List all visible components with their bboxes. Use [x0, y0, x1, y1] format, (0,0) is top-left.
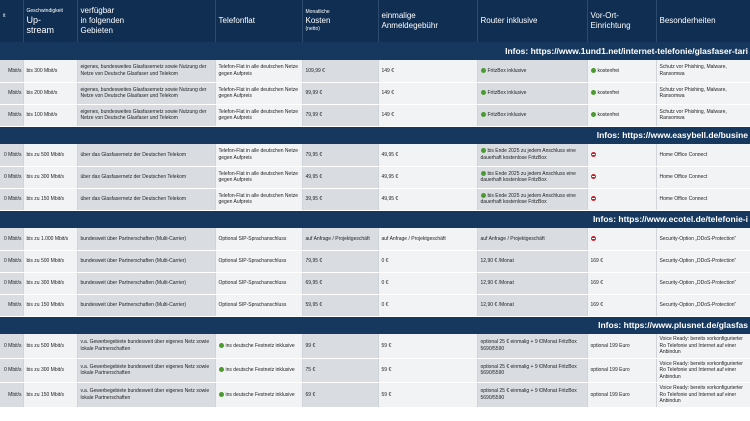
cell-availability: [77, 383, 215, 408]
cell-setup-fee: [378, 60, 477, 82]
cell-monthly-cost: [302, 383, 378, 408]
cell-telefonflat: [215, 272, 302, 294]
cell-text: Telefon-Flat in alle deutschen Netze gegen Aufpreis: [218, 108, 298, 121]
provider-info-row: [0, 316, 750, 334]
table-body: [0, 42, 750, 407]
cell-text: über das Glasfasernetz der Deutschen Telekom: [80, 195, 187, 202]
cell-upstream: [23, 250, 77, 272]
cell-text: optional 199 Euro: [590, 367, 630, 373]
cell-text: v.a. Gewerbegebiete bundesweit über eigenes Netz sowie lokale Partnerschaften: [80, 363, 210, 377]
cell-text: 12,90 € /Monat: [480, 301, 514, 308]
cell-text: Security-Option „DDoS-Protection“: [659, 301, 737, 308]
cell-features: [656, 82, 750, 104]
cell-upstream: [23, 60, 77, 82]
cell-telefonflat: [215, 82, 302, 104]
cell-telefonflat: [215, 228, 302, 250]
cell-text: Telefon-Flat in alle deutschen Netze gegen Aufpreis: [218, 148, 298, 161]
cell-text: bundesweit über Partnerschaften (Multi-Carrier): [80, 257, 187, 264]
cell-text: FritzBox inklusive: [487, 111, 527, 118]
provider-info-row: [0, 210, 750, 228]
provider-info-link[interactable]: Infos: https://www.plusnet.de/glasfas: [0, 316, 750, 334]
cell-setup-fee: [378, 82, 477, 104]
check-icon: [219, 343, 224, 348]
cell-telefonflat: [215, 358, 302, 383]
cell-text: 109,99 €: [305, 67, 325, 74]
cell-text: 79,95 €: [305, 151, 323, 158]
cell-text: bis zu 150 Mbit/s: [26, 391, 65, 398]
cell-downstream-fragment: [0, 166, 23, 188]
cell-onsite-setup: [587, 82, 656, 104]
cell-upstream: [23, 188, 77, 210]
cell-monthly-cost: [302, 334, 378, 358]
cell-text: bundesweit über Partnerschaften (Multi-Carrier): [80, 301, 187, 308]
cell-monthly-cost: [302, 82, 378, 104]
cell-text: 59 €: [381, 367, 392, 373]
cell-downstream-fragment: [0, 334, 23, 358]
cell-text: Home Office Connect: [659, 151, 708, 158]
cell-onsite-setup: [587, 104, 656, 126]
cell-availability: [77, 358, 215, 383]
cell-text: bundesweit über Partnerschaften (Multi-Carrier): [80, 279, 187, 286]
cell-text: über das Glasfasernetz der Deutschen Telekom: [80, 173, 187, 180]
cell-text: Mbit/s: [8, 111, 22, 118]
cell-downstream-fragment: [0, 383, 23, 408]
cell-telefonflat: [215, 294, 302, 316]
cell-downstream-fragment: [0, 294, 23, 316]
cell-telefonflat: [215, 166, 302, 188]
cell-text: eigenes, bundesweites Glasfasernetz sowie Nutzung der Netze von Deutsche Glasfaser und Telekom: [80, 64, 207, 77]
cell-downstream-fragment: [0, 272, 23, 294]
cell-features: [656, 250, 750, 272]
check-icon: [591, 112, 596, 117]
cell-text: Home Office Connect: [659, 195, 708, 202]
cell-setup-fee: [378, 383, 477, 408]
cell-text: bis Ende 2025 zu jedem Anschluss eine dauerhaft kostenlose FritzBox: [480, 170, 576, 183]
cell-text: bis zu 300 Mbit/s: [26, 279, 65, 286]
cell-text: eigenes, bundesweites Glasfasernetz sowie Nutzung der Netze von Deutsche Glasfaser und Telekom: [80, 86, 207, 99]
cell-monthly-cost: [302, 60, 378, 82]
cell-monthly-cost: [302, 166, 378, 188]
cell-features: [656, 188, 750, 210]
cell-onsite-setup: [587, 144, 656, 166]
cell-text: 49,95 €: [381, 151, 399, 158]
cell-text: Telefon-Flat in alle deutschen Netze gegen Aufpreis: [218, 86, 298, 99]
cell-availability: [77, 188, 215, 210]
cell-text: bis Ende 2025 zu jedem Anschluss eine dauerhaft kostenlose FritzBox: [480, 148, 576, 161]
cell-setup-fee: [378, 334, 477, 358]
cell-text: FritzBox inklusive: [487, 89, 527, 96]
cell-features: [656, 272, 750, 294]
cell-router: [477, 358, 587, 383]
cell-router: [477, 144, 587, 166]
cell-upstream: [23, 104, 77, 126]
cell-text: Voice Ready: bereits vorkonfigurierter Ro Telefonie und Internet auf einer Anbindun: [659, 360, 743, 380]
check-icon: [219, 392, 224, 397]
check-icon: [481, 148, 486, 153]
cell-onsite-setup: [587, 358, 656, 383]
cell-text: bis zu 500 Mbit/s: [26, 151, 65, 158]
cell-telefonflat: [215, 250, 302, 272]
minus-icon: [591, 174, 596, 179]
cell-text: Telefon-Flat in alle deutschen Netze gegen Aufpreis: [218, 170, 298, 183]
cell-upstream: [23, 358, 77, 383]
check-icon: [481, 68, 486, 73]
check-icon: [481, 171, 486, 176]
cell-text: bis zu 500 Mbit/s: [26, 257, 65, 264]
cell-text: 59 €: [381, 342, 392, 349]
cell-text: 0 Mbit/s: [3, 173, 22, 180]
cell-upstream: [23, 383, 77, 408]
cell-router: [477, 272, 587, 294]
cell-text: v.a. Gewerbegebiete bundesweit über eigenes Netz sowie lokale Partnerschaften: [80, 339, 210, 352]
table-row: [0, 104, 750, 126]
cell-setup-fee: [378, 188, 477, 210]
cell-availability: [77, 250, 215, 272]
cell-features: [656, 294, 750, 316]
cell-text: auf Anfrage / Projektgeschäft: [305, 235, 370, 242]
minus-icon: [591, 196, 596, 201]
header-router: Router inklusive: [477, 0, 587, 42]
cell-setup-fee: [378, 272, 477, 294]
cell-text: bis zu 300 Mbit/s: [26, 367, 65, 373]
cell-downstream-fragment: [0, 60, 23, 82]
cell-text: 149 €: [381, 111, 395, 118]
cell-text: Schutz vor Phishing, Malware, Ransomwa: [659, 86, 727, 99]
cell-text: Mbit/s: [8, 89, 22, 96]
cell-text: Voice Ready: bereits vorkonfigurierter Ro Telefonie und Internet auf einer Anbindun: [659, 385, 743, 404]
cell-monthly-cost: [302, 294, 378, 316]
cell-text: Telefon-Flat in alle deutschen Netze gegen Aufpreis: [218, 64, 298, 77]
table-row: [0, 60, 750, 82]
cell-availability: [77, 166, 215, 188]
cell-features: [656, 60, 750, 82]
cell-onsite-setup: [587, 188, 656, 210]
cell-text: bis 100 Mbit/s: [26, 111, 58, 118]
cell-setup-fee: [378, 144, 477, 166]
cell-onsite-setup: [587, 60, 656, 82]
cell-setup-fee: [378, 228, 477, 250]
cell-availability: [77, 294, 215, 316]
cell-text: 69,95 €: [305, 279, 323, 286]
cell-telefonflat: [215, 188, 302, 210]
minus-icon: [591, 152, 596, 157]
table-row: [0, 334, 750, 358]
check-icon: [591, 68, 596, 73]
table-row: [0, 188, 750, 210]
cell-setup-fee: [378, 294, 477, 316]
cell-text: 39,95 €: [305, 195, 323, 202]
check-icon: [481, 90, 486, 95]
cell-text: 0 €: [381, 257, 389, 264]
check-icon: [481, 193, 486, 198]
cell-onsite-setup: [587, 272, 656, 294]
cell-downstream-fragment: [0, 144, 23, 166]
cell-downstream-fragment: [0, 188, 23, 210]
cell-text: optional 199 Euro: [590, 391, 630, 398]
cell-text: ins deutsche Festnetz inklusive: [225, 342, 295, 349]
cell-text: 169 €: [590, 301, 604, 308]
cell-text: Schutz vor Phishing, Malware, Ransomwa: [659, 64, 727, 77]
provider-info-row: [0, 42, 750, 60]
table-row: [0, 272, 750, 294]
header-telefonflat: Telefonflat: [215, 0, 302, 42]
cell-router: [477, 166, 587, 188]
cell-router: [477, 188, 587, 210]
minus-icon: [591, 236, 596, 241]
cell-onsite-setup: [587, 383, 656, 408]
table-row: [0, 228, 750, 250]
cell-upstream: [23, 228, 77, 250]
cell-onsite-setup: [587, 228, 656, 250]
provider-info-row: [0, 126, 750, 144]
cell-text: 0 Mbit/s: [3, 151, 22, 158]
cell-text: eigenes, bundesweites Glasfasernetz sowie Nutzung der Netze von Deutsche Glasfaser und Telekom: [80, 108, 207, 121]
cell-onsite-setup: [587, 250, 656, 272]
cell-text: Security-Option „DDoS-Protection“: [659, 257, 737, 264]
cell-text: Schutz vor Phishing, Malware, Ransomwa: [659, 108, 727, 121]
cell-text: optional 199 Euro: [590, 342, 630, 349]
cell-router: [477, 228, 587, 250]
cell-features: [656, 104, 750, 126]
cell-features: [656, 358, 750, 383]
cell-availability: [77, 228, 215, 250]
cell-upstream: [23, 82, 77, 104]
cell-text: bis zu 1.000 Mbit/s: [26, 235, 69, 242]
cell-monthly-cost: [302, 250, 378, 272]
cell-text: bis zu 150 Mbit/s: [26, 195, 65, 202]
cell-setup-fee: [378, 166, 477, 188]
cell-router: [477, 334, 587, 358]
cell-router: [477, 250, 587, 272]
cell-router: [477, 82, 587, 104]
cell-text: Mbit/s: [8, 67, 22, 74]
cell-router: [477, 60, 587, 82]
cell-features: [656, 144, 750, 166]
cell-text: 0 Mbit/s: [3, 195, 22, 202]
cell-text: 49,95 €: [305, 173, 323, 180]
cell-text: Optional SIP-Sprachanschluss: [218, 279, 287, 286]
header-setup-fee: einmalige Anmeldegebühr: [378, 0, 477, 42]
table-row: [0, 144, 750, 166]
cell-text: bis 300 Mbit/s: [26, 67, 58, 74]
cell-telefonflat: [215, 334, 302, 358]
cell-text: bundesweit über Partnerschaften (Multi-Carrier): [80, 235, 187, 242]
cell-downstream-fragment: [0, 228, 23, 250]
cell-text: auf Anfrage / Projektgeschäft: [381, 235, 446, 242]
cell-text: optional 25 € einmalig + 9 €/Monat FritzBox 5690/5590: [480, 339, 577, 352]
cell-monthly-cost: [302, 272, 378, 294]
table-row: [0, 166, 750, 188]
cell-availability: [77, 272, 215, 294]
cell-monthly-cost: [302, 188, 378, 210]
cell-text: 99,99 €: [305, 89, 323, 96]
cell-text: 149 €: [381, 89, 395, 96]
cell-text: 12,90 € /Monat: [480, 257, 514, 264]
cell-text: 69 €: [305, 391, 316, 398]
cell-text: 49,95 €: [381, 173, 399, 180]
header-onsite-setup: Vor-Ort- Einrichtung: [587, 0, 656, 42]
cell-availability: [77, 104, 215, 126]
cell-telefonflat: [215, 383, 302, 408]
cell-downstream-fragment: [0, 82, 23, 104]
table-header: [0, 0, 750, 42]
cell-router: [477, 294, 587, 316]
cell-downstream-fragment: [0, 358, 23, 383]
cell-features: [656, 334, 750, 358]
cell-text: bis zu 300 Mbit/s: [26, 173, 65, 180]
cell-features: [656, 166, 750, 188]
cell-text: FritzBox inklusive: [487, 67, 527, 74]
cell-text: 99 €: [305, 342, 316, 349]
cell-text: optional 25 € einmalig + 9 €/Monat FritzBox 5690/5590: [480, 363, 577, 377]
cell-downstream-fragment: [0, 250, 23, 272]
provider-info-link[interactable]: Infos: https://www.1und1.net/internet-telefonie/glasfaser-tari: [0, 42, 750, 60]
cell-setup-fee: [378, 104, 477, 126]
cell-text: 0 €: [381, 301, 389, 308]
cell-monthly-cost: [302, 358, 378, 383]
cell-text: 49,95 €: [381, 195, 399, 202]
cell-text: bis zu 500 Mbit/s: [26, 342, 65, 349]
cell-text: 0 Mbit/s: [3, 279, 22, 286]
cell-telefonflat: [215, 104, 302, 126]
cell-text: Mbit/s: [8, 391, 22, 398]
header-col-0: it: [0, 0, 23, 42]
table-row: [0, 250, 750, 272]
cell-text: bis zu 150 Mbit/s: [26, 301, 65, 308]
cell-text: Security-Option „DDoS-Protection“: [659, 235, 737, 242]
check-icon: [481, 112, 486, 117]
cell-upstream: [23, 272, 77, 294]
cell-features: [656, 383, 750, 408]
cell-monthly-cost: [302, 228, 378, 250]
cell-text: 75 €: [305, 367, 316, 373]
check-icon: [219, 367, 224, 372]
cell-text: Optional SIP-Sprachanschluss: [218, 235, 287, 242]
check-icon: [591, 90, 596, 95]
cell-setup-fee: [378, 250, 477, 272]
cell-onsite-setup: [587, 166, 656, 188]
cell-text: Optional SIP-Sprachanschluss: [218, 257, 287, 264]
cell-text: ins deutsche Festnetz inklusive: [225, 391, 295, 398]
cell-telefonflat: [215, 60, 302, 82]
cell-router: [477, 104, 587, 126]
provider-info-link[interactable]: Infos: https://www.easybell.de/busine: [0, 126, 750, 144]
cell-features: [656, 228, 750, 250]
cell-availability: [77, 144, 215, 166]
cell-onsite-setup: [587, 294, 656, 316]
header-upstream: Geschwindigkeit Up- stream: [23, 0, 77, 42]
table-row: [0, 383, 750, 408]
cell-text: 0 Mbit/s: [3, 367, 22, 373]
table-row: [0, 82, 750, 104]
cell-text: 149 €: [381, 67, 395, 74]
cell-downstream-fragment: [0, 104, 23, 126]
cell-text: 12,90 € /Monat: [480, 279, 514, 286]
cell-availability: [77, 334, 215, 358]
cell-text: optional 25 € einmalig + 9 €/Monat FritzBox 5690/5590: [480, 388, 577, 401]
cell-text: Security-Option „DDoS-Protection“: [659, 279, 737, 286]
cell-text: 169 €: [590, 279, 604, 286]
cell-text: kostenfrei: [597, 111, 620, 118]
header-areas: verfügbar in folgenden Gebieten: [77, 0, 215, 42]
table-row: [0, 358, 750, 383]
cell-text: bis Ende 2025 zu jedem Anschluss eine dauerhaft kostenlose FritzBox: [480, 192, 576, 205]
cell-text: Mbit/s: [8, 301, 22, 308]
cell-upstream: [23, 294, 77, 316]
cell-text: 169 €: [590, 257, 604, 264]
cell-text: Telefon-Flat in alle deutschen Netze gegen Aufpreis: [218, 192, 298, 205]
header-features: Besonderheiten: [656, 0, 750, 42]
cell-upstream: [23, 166, 77, 188]
cell-router: [477, 383, 587, 408]
cell-text: ins deutsche Festnetz inklusive: [225, 367, 295, 373]
cell-text: kostenfrei: [597, 67, 620, 74]
cell-text: auf Anfrage / Projektgeschäft: [480, 235, 545, 242]
provider-info-link[interactable]: Infos: https://www.ecotel.de/telefonie-i: [0, 210, 750, 228]
cell-text: 59 €: [381, 391, 392, 398]
cell-availability: [77, 60, 215, 82]
cell-text: 0 Mbit/s: [3, 257, 22, 264]
cell-text: über das Glasfasernetz der Deutschen Telekom: [80, 151, 187, 158]
cell-text: Optional SIP-Sprachanschluss: [218, 301, 287, 308]
cell-text: 0 €: [381, 279, 389, 286]
cell-text: 79,99 €: [305, 111, 323, 118]
cell-text: Voice Ready: bereits vorkonfigurierter Ro Telefonie und Internet auf einer Anbindun: [659, 336, 743, 355]
cell-onsite-setup: [587, 334, 656, 358]
cell-monthly-cost: [302, 104, 378, 126]
header-monthly-cost: Monatliche Kosten (netto): [302, 0, 378, 42]
cell-text: bis 200 Mbit/s: [26, 89, 58, 96]
cell-monthly-cost: [302, 144, 378, 166]
cell-text: 59,95 €: [305, 301, 323, 308]
cell-upstream: [23, 334, 77, 358]
cell-text: Home Office Connect: [659, 173, 708, 180]
cell-text: 0 Mbit/s: [3, 342, 22, 349]
cell-text: 79,95 €: [305, 257, 323, 264]
table-row: [0, 294, 750, 316]
cell-text: v.a. Gewerbegebiete bundesweit über eigenes Netz sowie lokale Partnerschaften: [80, 388, 210, 401]
cell-telefonflat: [215, 144, 302, 166]
cell-text: 0 Mbit/s: [3, 235, 22, 242]
cell-availability: [77, 82, 215, 104]
cell-text: kostenfrei: [597, 89, 620, 96]
cell-setup-fee: [378, 358, 477, 383]
cell-upstream: [23, 144, 77, 166]
